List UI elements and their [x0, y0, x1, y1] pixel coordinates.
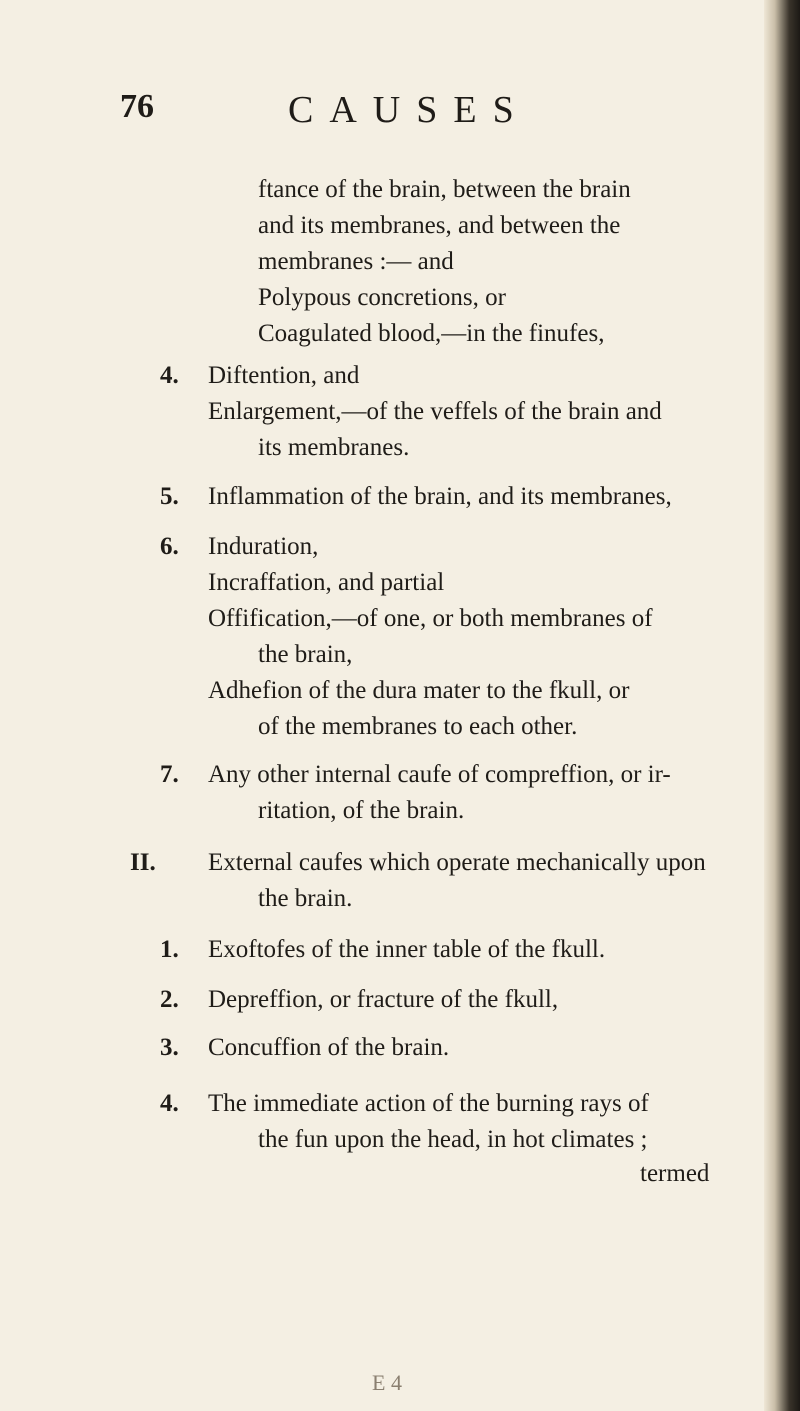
item-number: 4. — [160, 1090, 179, 1117]
text-line: the fun upon the head, in hot climates ; — [258, 1126, 648, 1153]
text-line: Depreffion, or fracture of the fkull, — [208, 986, 559, 1013]
text-line: ftance of the brain, between the brain — [258, 176, 631, 203]
item-number: 7. — [160, 761, 179, 788]
page-number: 76 — [120, 88, 154, 125]
signature-mark: E 4 — [372, 1370, 402, 1395]
text-line: termed — [640, 1160, 710, 1187]
text-line: the brain, — [258, 641, 353, 668]
text-line: Coagulated blood,—in the finufes, — [258, 320, 605, 347]
item-number: 2. — [160, 986, 179, 1013]
item-number: 5. — [160, 483, 179, 510]
text-line: Diftention, and — [208, 362, 360, 389]
text-line: Exoftofes of the inner table of the fkull. — [208, 936, 606, 963]
text-line: of the membranes to each other. — [258, 713, 578, 740]
item-number: 1. — [160, 936, 179, 963]
text-line: and its membranes, and between the — [258, 212, 621, 239]
item-number: 3. — [160, 1034, 179, 1061]
text-line: Induration, — [208, 533, 319, 560]
text-line: ritation, of the brain. — [258, 797, 465, 824]
text-line: membranes :— and — [258, 248, 454, 275]
text-line: Offification,—of one, or both membranes of — [208, 605, 653, 632]
page-edge — [764, 0, 800, 1411]
text-line: the brain. — [258, 885, 353, 912]
text-line: Enlargement,—of the veffels of the brain and — [208, 398, 662, 425]
section-number: II. — [130, 849, 156, 876]
text-line: Any other internal caufe of compreffion, or ir- — [208, 761, 671, 788]
item-number: 4. — [160, 362, 179, 389]
item-number: 6. — [160, 533, 179, 560]
text-line: Concuffion of the brain. — [208, 1034, 450, 1061]
text-line: Incraffation, and partial — [208, 569, 445, 596]
text-line: Inflammation of the brain, and its membranes, — [208, 483, 672, 510]
text-line: The immediate action of the burning rays of — [208, 1090, 649, 1117]
text-line: Adhefion of the dura mater to the fkull, or — [208, 677, 630, 704]
text-line: its membranes. — [258, 434, 410, 461]
text-line: External caufes which operate mechanically upon — [208, 849, 706, 876]
text-line: Polypous concretions, or — [258, 284, 506, 311]
page-header — [0, 0, 760, 150]
running-title: CAUSES — [288, 89, 530, 131]
